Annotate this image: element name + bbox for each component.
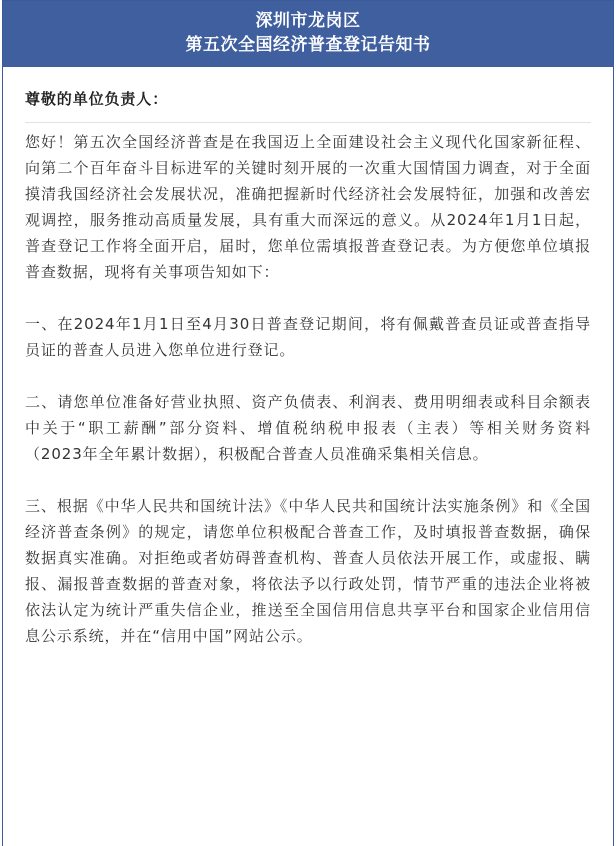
item-paragraph-3: 三、根据《中华人民共和国统计法》《中华人民共和国统计法实施条例》和《全国经济普查条例》的规定，请您单位积极配合普查工作，及时填报普查数据，确保数据真实准确。对拒绝或者妨碍普查机构、普查人员依法开展工作，或虚报、瞒报、漏报普查数据的普查对象，将依法予以行政处罚，情节严重的违法企业将被依法认定为统计严重失信企业，推送至全国信用信息共享平台和国家企业信用信息公示系统，并在“信用中国”网站公示。 [25, 497, 591, 645]
divider [25, 122, 591, 123]
intro-paragraph: 您好！第五次全国经济普查是在我国迈上全面建设社会主义现代化国家新征程、向第二个百年奋斗目标进军的关键时刻开展的一次重大国情国力调查，对于全面摸清我国经济社会发展状况，准确把握新时代经济社会发展特征，加强和改善宏观调控，服务推动高质量发展，具有重大而深远的意义。从2024年1月1日起，普查登记工作将全面开启，届时，您单位需填报普查登记表。为方便您单位填报普查数据，现将有关事项告知如下： [25, 133, 591, 281]
item-paragraph-2: 二、请您单位准备好营业执照、资产负债表、利润表、费用明细表或科目余额表中关于“职工薪酬”部分资料、增值税纳税申报表（主表）等相关财务资料（2023年全年累计数据），积极配合普查人员准确采集相关信息。 [25, 393, 591, 463]
header-region: 深圳市龙岗区 [255, 11, 361, 31]
salutation: 尊敬的单位负责人： [25, 90, 169, 108]
item-paragraph-1: 一、在2024年1月1日至4月30日普查登记期间，将有佩戴普查员证或普查指导员证的普查人员进入您单位进行登记。 [25, 315, 591, 359]
notice-header [3, 1, 613, 67]
notice-card [2, 0, 614, 846]
notice-body [3, 67, 613, 649]
header-title: 第五次全国经济普查登记告知书 [185, 35, 431, 55]
